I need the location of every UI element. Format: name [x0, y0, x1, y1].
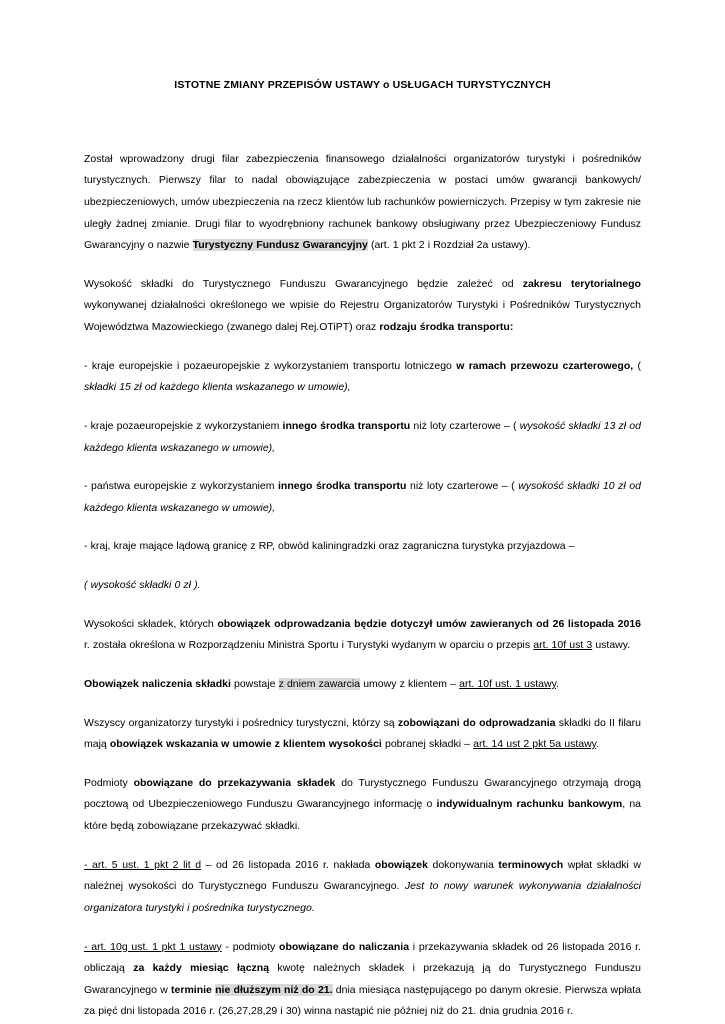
paragraph-10-text-c: pobranej składki – — [381, 738, 474, 751]
paragraph-10-bold-2: obowiązek wskazania w umowie z klientem wysokości — [109, 738, 382, 751]
highlight-z-dniem-zawarcia: z dniem zawarcia — [278, 677, 361, 690]
legal-ref-art-10f-ust-1: art. 10f ust. 1 ustawy — [459, 677, 557, 690]
paragraph-8-text-c: ustawy. — [592, 639, 631, 652]
list-item-1-bold: w ramach przewozu czarterowego, — [456, 359, 634, 372]
paragraph-9-text-b: umowy z klientem – — [360, 677, 460, 690]
paragraph-13-text-d: dnia miesiąca następującego po danym okresie. Pierwsza wpłata za pięć dni listopada 2016 r. (26,27,28,29 i 30) winna nastąpić nie później niż do 21. dnia grudnia 2016 r. — [84, 983, 641, 1018]
page-title: ISTOTNE ZMIANY PRZEPISÓW USTAWY o USŁUGACH TURYSTYCZNYCH — [174, 79, 551, 91]
paragraph-2 — [84, 274, 641, 339]
paragraph-8-text-b: r. została określona w Rozporządzeniu Ministra Sportu i Turystyki wydanym w oparciu o przepis — [84, 639, 534, 652]
paragraph-1-text-a: Został wprowadzony drugi filar zabezpieczenia finansowego działalności organizatorów turystyki i pośredników turystycznych. Pierwszy filar to nadal obowiązujące zabezpieczenia w postaci umów gwarancji bankowych/ ubezpieczeniowych, umów ubezpieczenia na rzecz klientów lub rachunków powierniczych. Przepisy w tym zakresie nie uległy żadnej zmianie. Drugi filar to wyodrębniony rachunek bankowy obsługiwany przez Ubezpieczeniowy Fundusz Gwarancyjny o nazwie — [84, 152, 641, 252]
paragraph-10-bold-1: zobowiązani do odprowadzania — [397, 716, 556, 729]
paragraph-2-text-b: wykonywanej działalności określonego we wpisie do Rejestru Organizatorów Turystyki i Pośredników Turystycznych Województwa Mazowieckiego (zwanego dalej Rej.OTiPT) oraz — [84, 299, 641, 334]
paragraph-wszyscy-organizatorzy — [84, 713, 641, 756]
paragraph-obowiazek-naliczenia — [84, 674, 641, 696]
paragraph-13-text-c: kwotę należnych składek i przekazują ją do Turystycznego Funduszu Gwarancyjnego w — [84, 962, 641, 996]
paragraph-13-bold-3: terminie — [171, 983, 216, 996]
paragraph-11-text-b: do Turystycznego Funduszu Gwarancyjnego otrzymają drogą pocztową od Ubezpieczeniowego Funduszu Gwarancyjnego informację o — [84, 776, 642, 811]
list-item-1-text-b: ( — [633, 359, 641, 372]
paragraph-podmioty-obowiazane — [84, 773, 641, 838]
list-item-skladka-zero — [84, 575, 641, 597]
list-item-kraje-ladowa-granica: - kraj, kraje mające lądową granicę z RP, obwód kaliningradzki oraz zagraniczna turystyka przyjazdowa – — [84, 540, 575, 553]
paragraph-12-italic: Jest to nowy warunek wykonywania działalności organizatora turystyki i pośrednika turystycznego. — [84, 880, 641, 914]
paragraph-8-text-a: Wysokości składek, których — [84, 617, 218, 630]
paragraph-13-bold-1: obowiązane do naliczania — [279, 940, 410, 953]
legal-ref-art-10g-ust-1-pkt-1: - art. 10g ust. 1 pkt 1 ustawy — [84, 940, 222, 953]
paragraph-art-10g-ust-1 — [84, 937, 641, 1024]
paragraph-13-text-a: - podmioty — [221, 940, 280, 953]
paragraph-12-text-a: – od 26 listopada 2016 r. nakłada — [201, 858, 375, 871]
list-item-4-italic: ( wysokość składki 0 zł ). — [84, 579, 201, 592]
paragraph-11-text-a: Podmioty — [84, 776, 134, 789]
paragraph-11-text-c: , na które będą zobowiązane przekazywać składki. — [84, 798, 641, 833]
paragraph-1 — [84, 149, 641, 257]
list-item-2-bold: innego środka transportu — [282, 419, 411, 432]
paragraph-2-bold-1: zakresu terytorialnego — [522, 277, 641, 290]
highlight-nie-dluzszym-niz-do-21: nie dłuższym niż do 21. — [215, 983, 333, 996]
paragraph-8-bold-1: obowiązek odprowadzania będzie dotyczył umów zawieranych od 26 listopada 2016 — [217, 617, 642, 630]
list-item-kraje-europejskie-lotniczy — [84, 356, 641, 399]
paragraph-art-5-ust-1 — [84, 855, 641, 920]
paragraph-11-bold-1: obowiązane do przekazywania składek — [133, 776, 336, 789]
paragraph-13-text-b: i przekazywania składek od 26 listopada 2016 r. obliczają — [84, 940, 641, 975]
list-item-3-text-a: - państwa europejskie z wykorzystaniem — [84, 480, 278, 493]
list-item-3-text-b: niż loty czarterowe – ( — [406, 480, 519, 493]
paragraph-10-text-a: Wszyscy organizatorzy turystyki i pośrednicy turystyczni, którzy są — [84, 716, 398, 729]
paragraph-12-text-c: wpłat składki w należnej wysokości do Turystycznego Funduszu Gwarancyjnego. — [84, 858, 642, 893]
legal-ref-art-10f-ust-3: art. 10f ust 3 — [533, 639, 593, 652]
list-item-2-text-b: niż loty czarterowe – ( — [410, 419, 520, 432]
paragraph-wysokosci-skladek — [84, 614, 641, 657]
list-item-1-italic: składki 15 zł od każdego klienta wskazanego w umowie), — [84, 381, 351, 394]
paragraph-10-text-b: składki do II filaru mają — [84, 716, 641, 751]
paragraph-12-bold-2: terminowych — [498, 858, 564, 871]
legal-ref-art-14-ust-2-pkt-5a: art. 14 ust 2 pkt 5a ustawy — [473, 738, 597, 751]
paragraph-1-text-b: (art. 1 pkt 2 i Rozdział 2a ustawy). — [367, 239, 531, 252]
paragraph-10-text-d: . — [596, 738, 600, 751]
paragraph-12-bold-1: obowiązek — [374, 858, 428, 871]
paragraph-2-text-a: Wysokość składki do Turystycznego Funduszu Gwarancyjnego będzie zależeć od — [84, 277, 523, 290]
paragraph-2-bold-2: rodzaju środka transportu: — [379, 321, 514, 334]
list-item-2-italic: wysokość składki 13 zł od każdego klienta wskazanego w umowie), — [84, 419, 641, 454]
paragraph-13-bold-2: za każdy miesiąc łączną — [133, 962, 270, 975]
list-item-3-bold: innego środka transportu — [278, 480, 407, 493]
paragraph-9-bold: Obowiązek naliczenia składki — [84, 677, 231, 690]
list-item-1-text-a: - kraje europejskie i pozaeuropejskie z wykorzystaniem transportu lotniczego — [84, 359, 457, 372]
paragraph-11-bold-2: indywidualnym rachunku bankowym — [436, 798, 623, 811]
paragraph-12-text-b: dokonywania — [427, 858, 499, 871]
legal-ref-art-5-ust-1-pkt-2-lit-d: - art. 5 ust. 1 pkt 2 lit d — [84, 858, 202, 871]
paragraph-9-text-c: . — [556, 677, 559, 690]
highlight-turystyczny-fundusz-gwarancyjny: Turystyczny Fundusz Gwarancyjny — [192, 239, 368, 252]
list-item-2-text-a: - kraje pozaeuropejskie z wykorzystaniem — [84, 419, 283, 432]
list-item-3-italic: wysokość składki 10 zł od każdego klienta wskazanego w umowie), — [84, 480, 641, 514]
list-item-kraje-pozaeuropejskie — [84, 416, 641, 459]
list-item-panstwa-europejskie — [84, 476, 641, 519]
paragraph-9-text-a: powstaje — [230, 677, 279, 690]
